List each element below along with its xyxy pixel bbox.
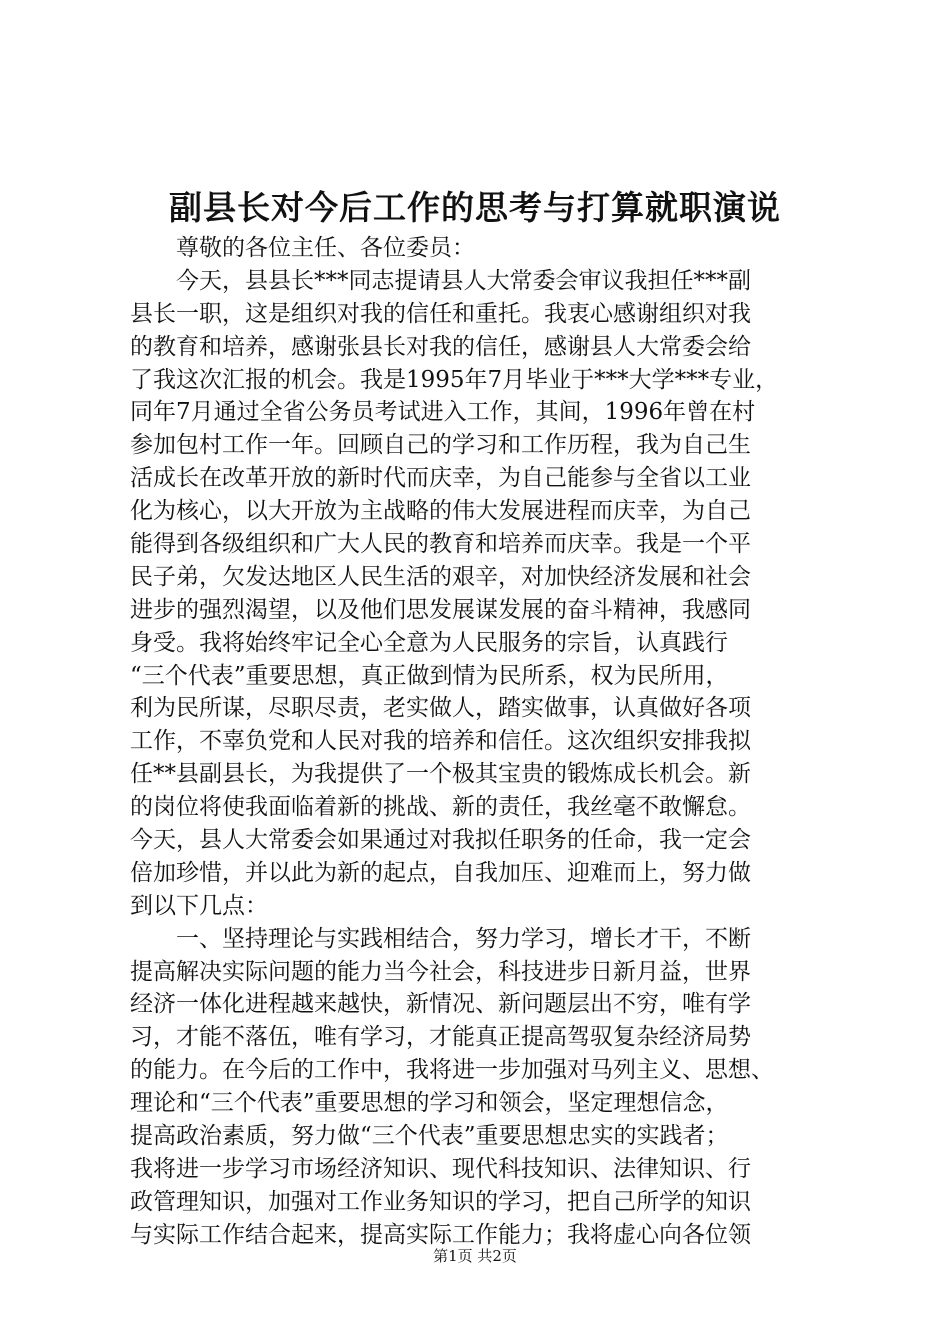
body-line: 化为核心，以大开放为主战略的伟大发展进程而庆幸，为自己 — [130, 498, 751, 525]
body-line: 民子弟，欠发达地区人民生活的艰辛，对加快经济发展和社会 — [130, 563, 751, 590]
body-line: 的岗位将使我面临着新的挑战、新的责任，我丝毫不敢懈怠。 — [130, 794, 751, 821]
body-line: 工作，不辜负党和人民对我的培养和信任。这次组织安排我拟 — [130, 728, 751, 755]
body-line: 提高政治素质，努力做“三个代表”重要思想忠实的实践者； — [130, 1123, 729, 1150]
body-line: 今天，县人大常委会如果通过对我拟任职务的任命，我一定会 — [130, 827, 751, 854]
body-line: 一、坚持理论与实践相结合，努力学习，增长才干，不断 — [130, 925, 751, 952]
body-line: 利为民所谋，尽职尽责，老实做人，踏实做事，认真做好各项 — [130, 695, 751, 722]
body-line: 的能力。在今后的工作中，我将进一步加强对马列主义、思想、 — [130, 1057, 774, 1084]
body-line: 倍加珍惜，并以此为新的起点，自我加压、迎难而上，努力做 — [130, 859, 751, 886]
body-line: 了我这次汇报的机会。我是1995年7月毕业于***大学***专业， — [130, 366, 779, 393]
document-title: 副县长对今后工作的思考与打算就职演说 — [169, 188, 781, 227]
body-line: 县长一职，这是组织对我的信任和重托。我衷心感谢组织对我 — [130, 300, 751, 327]
body-line: 政管理知识，加强对工作业务知识的学习，把自己所学的知识 — [130, 1188, 751, 1215]
body-line: 提高解决实际问题的能力当今社会，科技进步日新月益，世界 — [130, 958, 751, 985]
body-line: 今天，县县长***同志提请县人大常委会审议我担任***副 — [130, 267, 751, 294]
body-line: 同年7月通过全省公务员考试进入工作，其间，1996年曾在村 — [130, 399, 756, 426]
body-line: 到以下几点： — [130, 892, 268, 919]
body-line: 经济一体化进程越来越快，新情况、新问题层出不穷，唯有学 — [130, 991, 751, 1018]
body-line: 活成长在改革开放的新时代而庆幸，为自己能参与全省以工业 — [130, 465, 751, 492]
body-line: 理论和“三个代表”重要思想的学习和领会，坚定理想信念， — [130, 1090, 729, 1117]
document-body — [130, 232, 830, 1252]
body-line: 能得到各级组织和广大人民的教育和培养而庆幸。我是一个平 — [130, 531, 751, 558]
page-number-footer: 第1页 共2页 — [433, 1247, 517, 1265]
body-line: 身受。我将始终牢记全心全意为人民服务的宗旨，认真践行 — [130, 629, 728, 656]
body-line: 习，才能不落伍，唯有学习，才能真正提高驾驭复杂经济局势 — [130, 1024, 751, 1051]
body-line: 任**县副县长，为我提供了一个极其宝贵的锻炼成长机会。新 — [130, 761, 751, 788]
body-line: 尊敬的各位主任、各位委员： — [130, 235, 475, 261]
body-line: 进步的强烈渴望，以及他们思发展谋发展的奋斗精神，我感同 — [130, 596, 751, 623]
body-line: 参加包村工作一年。回顾自己的学习和工作历程，我为自己生 — [130, 432, 751, 459]
body-line: 我将进一步学习市场经济知识、现代科技知识、法律知识、行 — [130, 1155, 751, 1182]
body-line: 的教育和培养，感谢张县长对我的信任，感谢县人大常委会给 — [130, 333, 751, 360]
body-line: 与实际工作结合起来，提高实际工作能力；我将虚心向各位领 — [130, 1221, 751, 1248]
body-line: “三个代表”重要思想，真正做到情为民所系，权为民所用， — [130, 662, 729, 689]
